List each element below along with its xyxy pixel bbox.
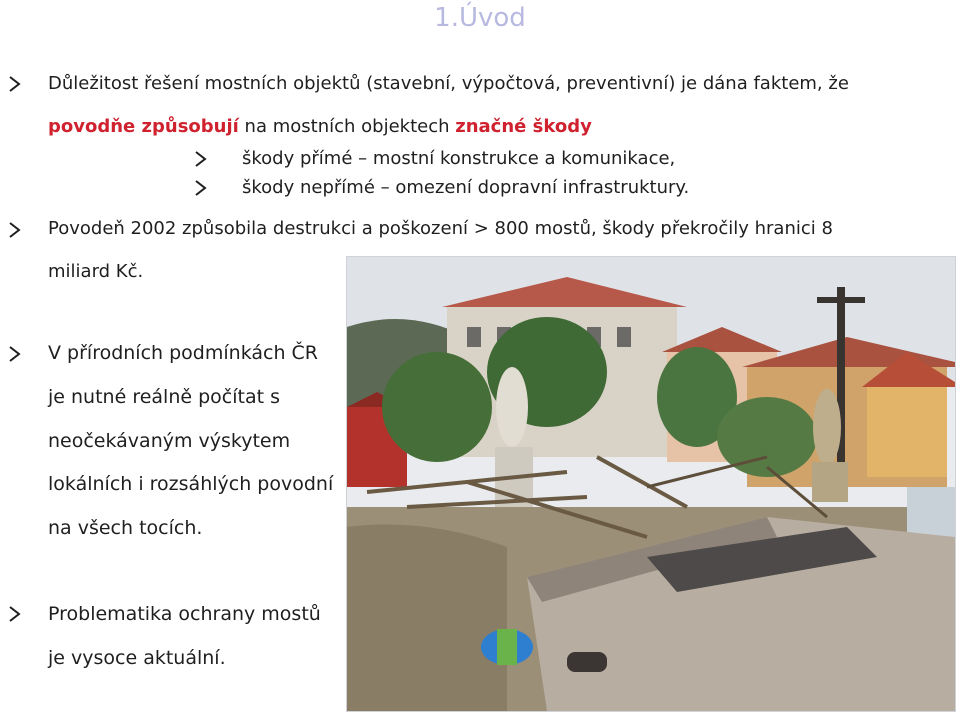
arrow-bullet-icon: [8, 604, 22, 624]
bullet3-line5: na všech tocích.: [48, 517, 203, 539]
bullet1-line1: Důležitost řešení mostních objektů (stavební, výpočtová, preventivní) je dána faktem, že: [48, 73, 849, 94]
bullet2-line2: miliard Kč.: [48, 261, 144, 282]
bullet4-line1: Problematika ochrany mostů: [48, 603, 321, 625]
bullet3-line4: lokálních i rozsáhlých povodní: [48, 473, 334, 495]
arrow-bullet-icon: [8, 74, 22, 94]
arrow-bullet-icon: [8, 344, 22, 364]
bullet1-line2-mid: na mostních objektech: [238, 116, 456, 137]
sub-bullet-indirect-damage: škody nepřímé – omezení dopravní infrastruktury.: [242, 177, 690, 198]
arrow-bullet-icon: [8, 220, 22, 240]
bullet3-line2: je nutné reálně počítat s: [48, 386, 280, 408]
sub-bullet-direct-damage: škody přímé – mostní konstrukce a komunikace,: [242, 148, 676, 169]
bridge-illustration: [347, 257, 955, 711]
emphasis-floods: povodňe způsobují: [48, 116, 239, 137]
slide-title: 1.Úvod: [434, 3, 526, 33]
bullet4-line2: je vysoce aktuální.: [48, 647, 226, 669]
bullet1-line2: [48, 115, 592, 139]
bullet2-line1: Povodeň 2002 způsobila destrukci a poškození > 800 mostů, škody překročily hranici 8: [48, 218, 833, 239]
bullet3-line3: neočekávaným výskytem: [48, 430, 291, 452]
bullet3-line1: V přírodních podmínkách ČR: [48, 342, 318, 364]
arrow-bullet-icon: [194, 178, 208, 198]
emphasis-damage: značné škody: [455, 116, 592, 137]
flood-damaged-bridge-photo: [346, 256, 956, 712]
arrow-bullet-icon: [194, 149, 208, 169]
